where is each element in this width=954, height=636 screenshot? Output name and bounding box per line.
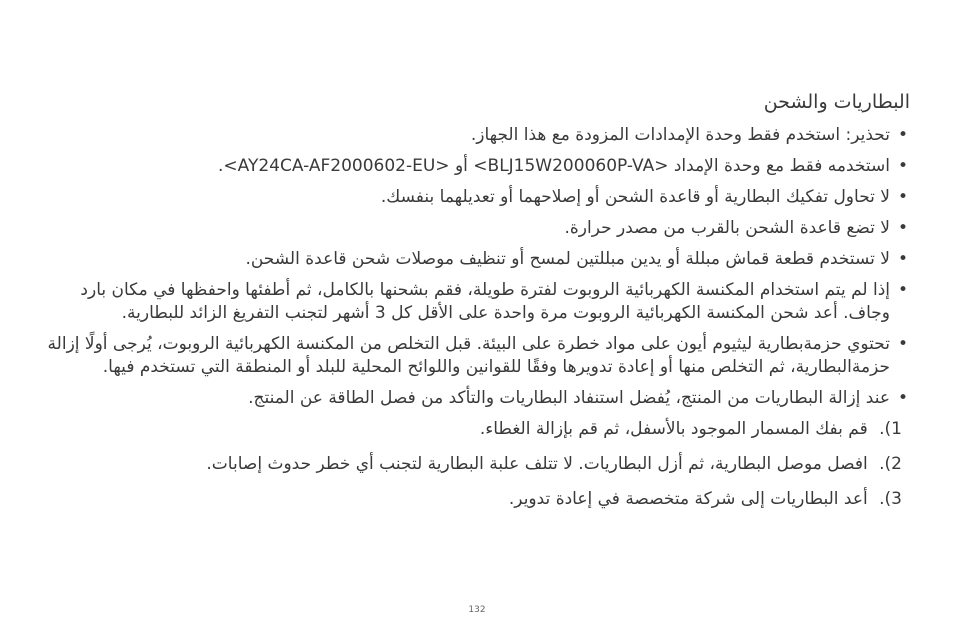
warning-list	[44, 124, 910, 410]
page-number: 132	[468, 605, 486, 615]
removal-step	[44, 418, 910, 441]
removal-steps-list	[44, 418, 910, 511]
removal-step	[44, 453, 910, 476]
removal-step	[44, 488, 910, 511]
step-number: 2).	[879, 454, 902, 474]
warning-item: • لا تستخدم قطعة قماش مبللة أو يدين مبللتين لمسح أو تنظيف موصلات شحن قاعدة الشحن.	[44, 248, 910, 271]
step-text: افصل موصل البطارية، ثم أزل البطاريات. لا تتلف علبة البطارية لتجنب أي خطر حدوث إصابات.	[206, 454, 868, 474]
step-text: قم بفك المسمار الموجود بالأسفل، ثم قم بإزالة الغطاء.	[479, 419, 868, 439]
warning-item: • تحذير: استخدم فقط وحدة الإمدادات المزودة مع هذا الجهاز.	[44, 124, 910, 147]
step-number: 3).	[879, 489, 902, 509]
warning-item: • لا تحاول تفكيك البطارية أو قاعدة الشحن أو إصلاحهما أو تعديلهما بنفسك.	[44, 186, 910, 209]
warning-item: • تحتوي حزمةبطارية ليثيوم أيون على مواد خطرة على البيئة. قبل التخلص من المكنسة الكهربائية الروبوت، يُرجى أولًا إزالة حزمةالبطارية، ثم التخلص منها أو إعادة تدويرها وفقًا للقوانين واللوائح المحلية للبلد أو المنطقة التي تستخدم فيها.	[44, 333, 910, 379]
battery-charging-section	[44, 88, 910, 523]
section-title: البطاريات والشحن	[763, 91, 910, 113]
warning-item: • عند إزالة البطاريات من المنتج، يُفضل استنفاد البطاريات والتأكد من فصل الطاقة عن المنتج.	[44, 387, 910, 410]
warning-item: • إذا لم يتم استخدام المكنسة الكهربائية الروبوت لفترة طويلة، فقم بشحنها بالكامل، ثم أطفئها واحفظها في مكان بارد وجاف. أعد شحن المكنسة الكهربائية الروبوت مرة واحدة على الأقل كل 3 أشهر لتجنب التفريغ الزائد للبطارية.	[44, 279, 910, 325]
step-text: أعد البطاريات إلى شركة متخصصة في إعادة تدوير.	[508, 489, 868, 509]
warning-item: • لا تضع قاعدة الشحن بالقرب من مصدر حرارة.	[44, 217, 910, 240]
warning-item: • استخدمه فقط مع وحدة الإمداد <BLJ15W200060P-VA> أو <AY24CA-AF2000602-EU>.	[44, 155, 910, 178]
step-number: 1).	[879, 419, 902, 439]
